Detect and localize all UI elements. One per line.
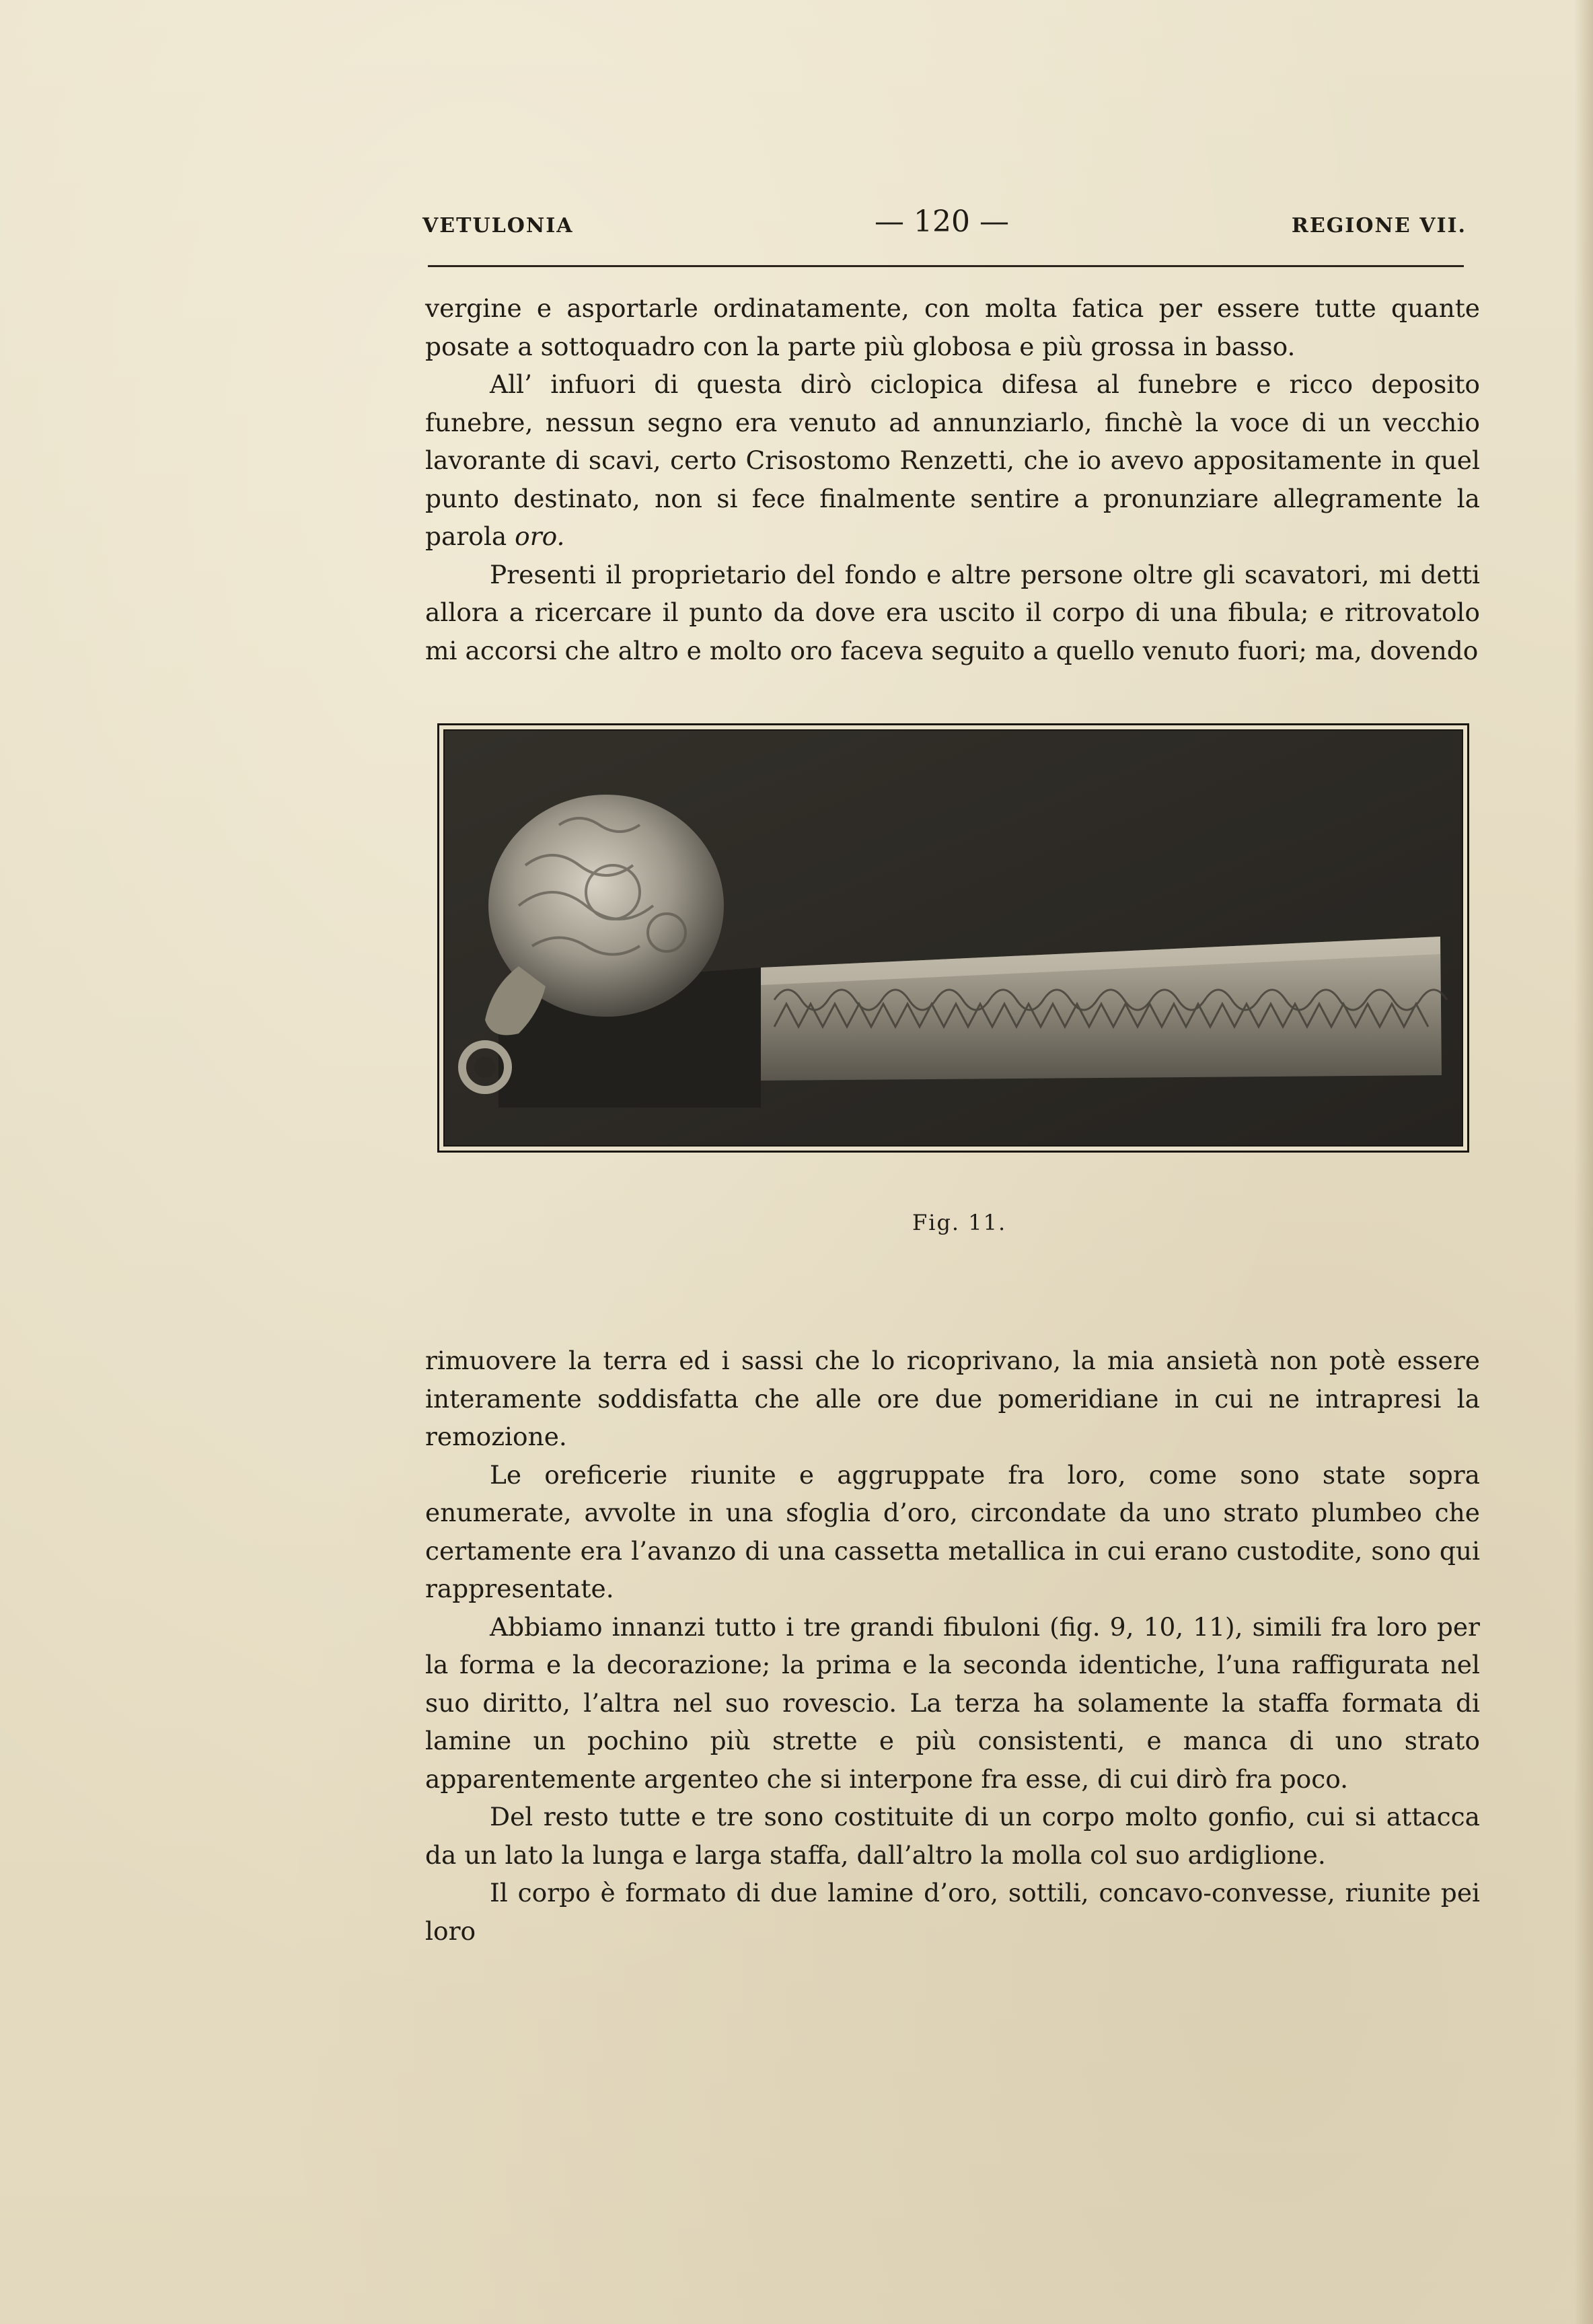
figure-frame [437,723,1469,1153]
header-rule [428,265,1464,267]
paragraph: rimuovere la terra ed i sassi che lo ricoprivano, la mia ansietà non potè essere interamente soddisfatta che alle ore due pomeridiane in cui ne intrapresi la remozione. [425,1346,1480,1451]
header-right: REGIONE VII. [1291,214,1467,238]
fibula-photograph [443,729,1463,1147]
running-header [422,205,1467,242]
paragraph: Abbiamo innanzi tutto i tre grandi fibuloni (fig. 9, 10, 11), simili fra loro per la forma e la decorazione; la prima e la seconda identiche, l’una raffigurata nel suo diritto, l’altra nel suo rovescio. La terza ha solamente la staffa formata di lamine un pochino più strette e più consistenti, e manca di uno strato apparentemente argenteo che si interpone fra esse, di cui dirò fra poco. [425,1611,1480,1794]
text-block-top [425,289,1480,669]
header-left: VETULONIA [422,214,574,238]
text-block-bottom [425,1342,1480,1950]
fibula-image [445,731,1462,1145]
paragraph: Presenti il proprietario del fondo e altre persone oltre gli scavatori, mi detti allora a ricercare il punto da dove era uscito il corpo di una fibula; e ritrovatolo mi accorsi che altro e molto oro faceva seguito a quello venuto fuori; ma, dovendo [425,559,1480,665]
paragraph: vergine e asportarle ordinatamente, con molta fatica per essere tutte quante posate a sottoquadro con la parte più globosa e più grossa in basso. [425,293,1480,361]
paragraph: Le oreficerie riunite e aggruppate fra loro, come sono state sopra enumerate, avvolte in una sfoglia d’oro, circondate da uno strato plumbeo che certamente era l’avanzo di una cassetta metallica in cui erano custodite, sono qui rappresentate. [425,1459,1480,1603]
emphasis-word: oro. [515,521,565,551]
figure-caption: Fig. 11. [912,1210,1007,1235]
page-edge-shadow [1574,0,1593,2324]
paragraph: Del resto tutte e tre sono costituite di un corpo molto gonfio, cui si attacca da un lato la lunga e larga staffa, dall’altro la molla col suo ardiglione. [425,1802,1480,1870]
paragraph: Il corpo è formato di due lamine d’oro, sottili, concavo-convesse, riunite pei loro [425,1878,1480,1946]
paragraph-text: All’ infuori di questa dirò ciclopica difesa al funebre e ricco deposito funebre, nessun segno era venuto ad annunziarlo, finchè la voce di un vecchio lavorante di scavi, certo Crisostomo Renzetti, che io avevo appositamente in quel punto destinato, non si fece finalmente sentire a pronunziare allegramente la parola [425,369,1480,551]
paragraph [425,365,1480,556]
page-number: — 120 — [875,205,1009,239]
